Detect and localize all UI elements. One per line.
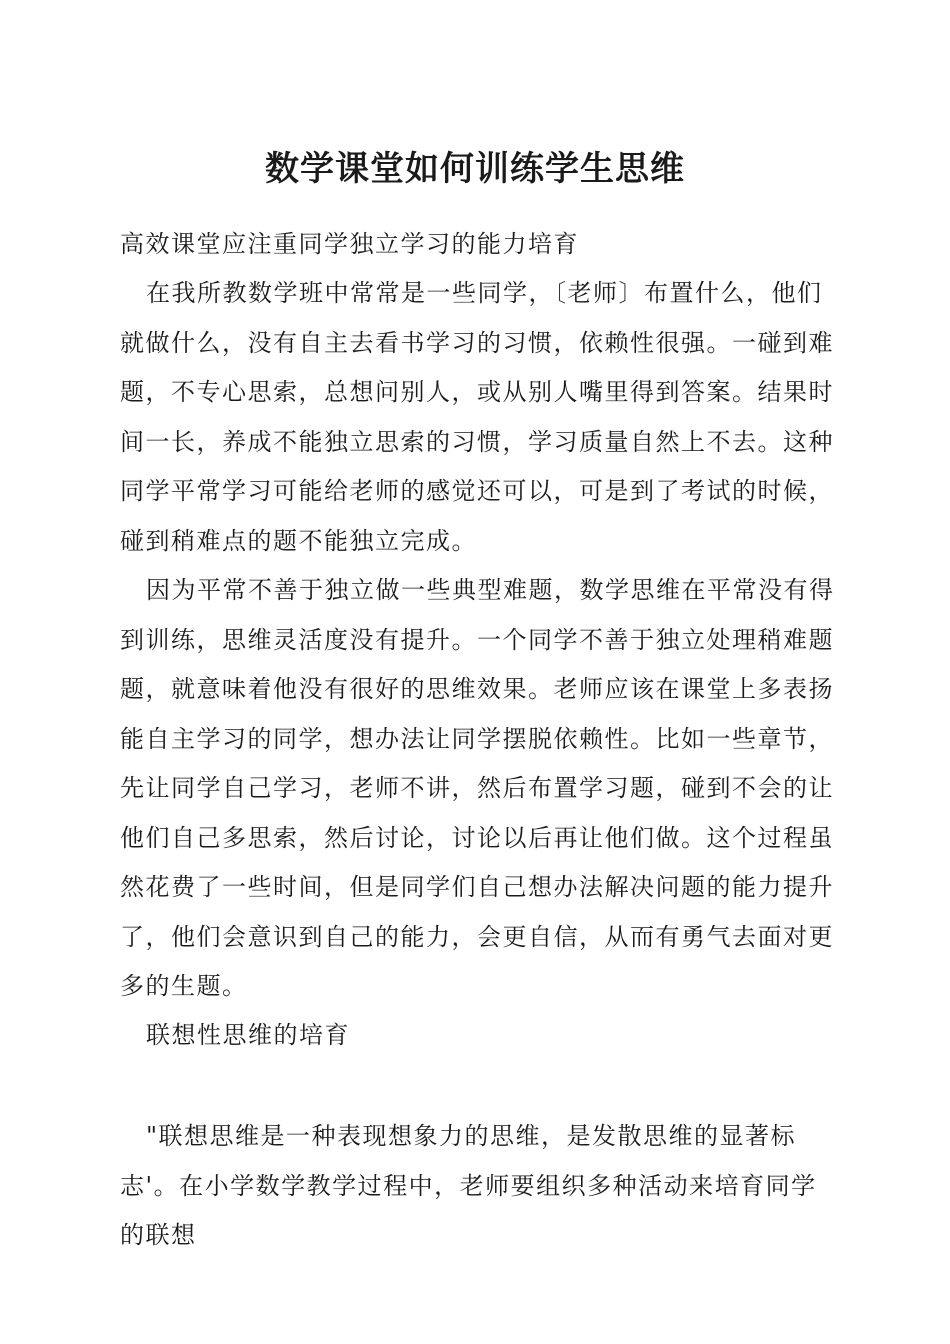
document-title: 数学课堂如何训练学生思维 [265, 149, 685, 189]
paragraph-training: 因为平常不善于独立做一些典型难题，数学思维在平常没有得到训练，思维灵活度没有提升。一个同学不善于独立处理稍难题题，就意味着他没有很好的思维效果。老师应该在课堂上多表扬能自主学习的同学，想办法让同学摆脱依赖性。比如一些章节，先让同学自己学习，老师不讲，然后布置学习题，碰到不会的让他们自己多思索，然后讨论，讨论以后再让他们做。这个过程虽然花费了一些时间，但是同学们自己想办法解决问题的能力提升了，他们会意识到自己的能力，会更自信，从而有勇气去面对更多的生题。 [120, 576, 835, 1000]
paragraph-associative-thinking: "联想思维是一种表现想象力的思维，是发散思维的显著标志'。在小学数学教学过程中，老师要组织多种活动来培育同学的联想 [120, 1122, 817, 1249]
section-heading-independent-learning: 高效课堂应注重同学独立学习的能力培育 [120, 230, 579, 258]
paragraph-dependence: 在我所教数学班中常常是一些同学，〔老师〕布置什么，他们就做什么，没有自主去看书学习的习惯，依赖性很强。一碰到难题，不专心思索，总想问别人，或从别人嘴里得到答案。结果时间一长，养成不能独立思索的习惯，学习质量自然上不去。这种同学平常学习可能给老师的感觉还可以，可是到了考试的时候，碰到稍难点的题不能独立完成。 [120, 279, 834, 555]
section-heading-associative-thinking: 联想性思维的培育 [146, 1021, 350, 1049]
